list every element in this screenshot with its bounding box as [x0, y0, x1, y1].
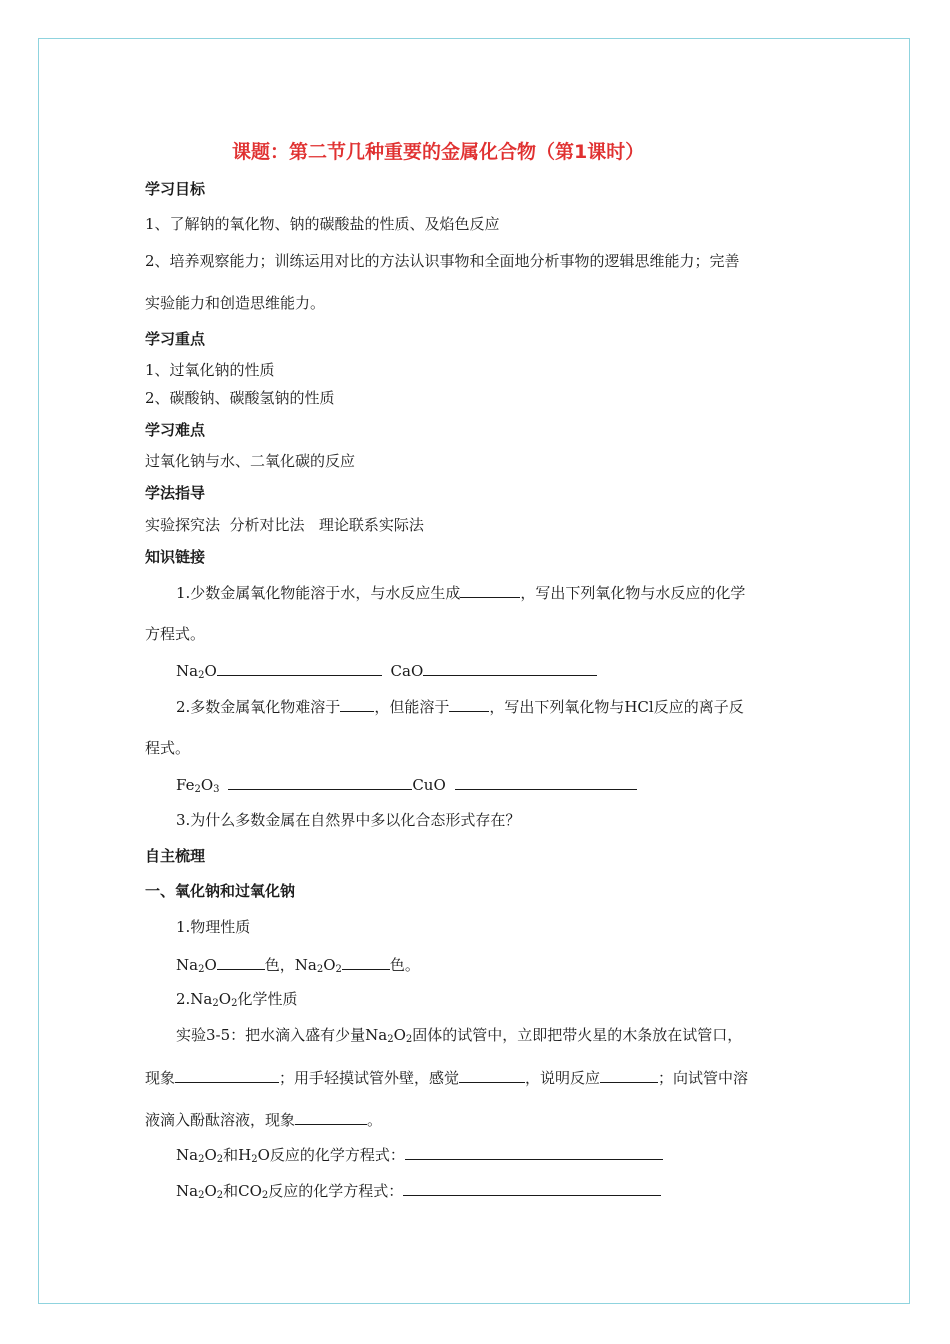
- subscript: 2: [198, 1154, 205, 1165]
- and-co-text: 和CO: [223, 1182, 262, 1200]
- subscript: 2: [261, 1190, 269, 1201]
- formula-cao: CaO: [390, 662, 424, 680]
- answer-blank[interactable]: [459, 1068, 525, 1083]
- formula-o: O: [204, 1146, 217, 1164]
- na2o-cao-line: [176, 661, 597, 685]
- experiment-text-end: 固体的试管中，立即把带火星的木条放在试管口，: [412, 1026, 743, 1044]
- experiment-line-b: [145, 1068, 748, 1087]
- tube-text: ；向试管中溶: [658, 1069, 749, 1087]
- experiment-text: 实验3-5：把水滴入盛有少量Na: [176, 1026, 388, 1044]
- difficulty-heading: 学习难点: [145, 421, 206, 439]
- q2a-text-mid: ，但能溶于: [374, 698, 450, 716]
- answer-blank[interactable]: [342, 955, 390, 970]
- chem-heading-text-end: 化学性质: [237, 990, 298, 1008]
- formula-na: Na: [176, 956, 199, 974]
- question-2a: [176, 697, 744, 716]
- formula-o: O: [218, 990, 232, 1008]
- experiment-line-c: [145, 1110, 382, 1129]
- subscript: 2: [198, 670, 205, 681]
- page-title: 课题：第二节几种重要的金属化合物（第1课时）: [232, 141, 645, 163]
- answer-blank[interactable]: [217, 661, 382, 676]
- phenol-text: 液滴入酚酞溶液，现象: [145, 1111, 296, 1129]
- subscript: 2: [405, 1034, 413, 1045]
- formula-cuo: CuO: [412, 776, 446, 794]
- answer-blank[interactable]: [295, 1110, 367, 1125]
- phys-line: [176, 955, 420, 979]
- answer-blank[interactable]: [403, 1181, 661, 1196]
- equation-label: 反应的化学方程式：: [269, 1146, 405, 1164]
- question-2b: 程式。: [145, 739, 191, 757]
- formula-o: O: [200, 776, 214, 794]
- self-heading: 自主梳理: [145, 847, 206, 865]
- phenomenon-label: 现象: [145, 1069, 176, 1087]
- formula-o: O: [323, 956, 336, 974]
- formula-fe: Fe: [176, 776, 195, 794]
- formula-o: O: [204, 1182, 217, 1200]
- goal-1: 1、了解钠的氧化物、钠的碳酸盐的性质、及焰色反应: [145, 215, 500, 233]
- difficulty-1: 过氧化钠与水、二氧化碳的反应: [145, 452, 356, 470]
- answer-blank[interactable]: [449, 697, 489, 712]
- formula-na: Na: [176, 1146, 199, 1164]
- goals-heading: 学习目标: [145, 180, 206, 198]
- phys-heading: 1.物理性质: [176, 918, 251, 936]
- subscript: 2: [231, 998, 238, 1009]
- formula-o: O: [257, 1146, 270, 1164]
- answer-blank[interactable]: [217, 955, 265, 970]
- method-heading: 学法指导: [145, 484, 206, 502]
- equation-1: [176, 1145, 663, 1169]
- subscript: 2: [194, 784, 201, 795]
- part1-heading: 一、氧化钠和过氧化钠: [145, 882, 296, 900]
- subscript: 2: [212, 998, 219, 1009]
- equation-label: 反应的化学方程式：: [268, 1182, 404, 1200]
- question-3: 3.为什么多数金属在自然界中多以化合态形式存在？: [176, 811, 521, 829]
- formula-na: Na: [176, 662, 199, 680]
- formula-na: Na: [176, 1182, 199, 1200]
- goal-2b: 实验能力和创造思维能力。: [145, 294, 326, 312]
- subscript: 3: [213, 784, 220, 795]
- and-h-text: 和H: [223, 1146, 252, 1164]
- link-heading: 知识链接: [145, 548, 206, 566]
- q2a-text: 2.多数金属氧化物难溶于: [176, 698, 341, 716]
- key-2: 2、碳酸钠、碳酸氢钠的性质: [145, 389, 335, 407]
- experiment-line-a: [176, 1026, 742, 1049]
- subscript: 2: [335, 964, 342, 975]
- answer-blank[interactable]: [423, 661, 597, 676]
- key-1: 1、过氧化钠的性质: [145, 361, 275, 379]
- answer-blank[interactable]: [460, 583, 520, 598]
- fe2o3-cuo-line: [176, 775, 637, 799]
- subscript: 2: [387, 1034, 394, 1045]
- feel-text: ；用手轻摸试管外壁，感觉: [279, 1069, 460, 1087]
- period: 。: [367, 1111, 383, 1129]
- subscript: 2: [216, 1154, 224, 1165]
- equation-2: [176, 1181, 661, 1205]
- question-1a: [176, 583, 745, 602]
- subscript: 2: [198, 964, 205, 975]
- key-heading: 学习重点: [145, 330, 206, 348]
- subscript: 2: [251, 1154, 258, 1165]
- color-text: 色，: [264, 956, 295, 974]
- color-text: 色。: [389, 956, 420, 974]
- formula-o: O: [204, 956, 217, 974]
- answer-blank[interactable]: [600, 1068, 658, 1083]
- answer-blank[interactable]: [175, 1068, 279, 1083]
- goal-2a: 2、培养观察能力；训练运用对比的方法认识事物和全面地分析事物的逻辑思维能力；完善: [145, 252, 740, 270]
- answer-blank[interactable]: [340, 697, 374, 712]
- q1a-text-end: ，写出下列氧化物与水反应的化学: [520, 584, 746, 602]
- chem-heading-text: 2.Na: [176, 990, 213, 1008]
- subscript: 2: [216, 1190, 224, 1201]
- method-1: 实验探究法 分析对比法 理论联系实际法: [145, 516, 424, 534]
- answer-blank[interactable]: [228, 775, 412, 790]
- answer-blank[interactable]: [405, 1145, 663, 1160]
- formula-o: O: [204, 662, 217, 680]
- formula-na: Na: [294, 956, 317, 974]
- answer-blank[interactable]: [455, 775, 637, 790]
- question-1b: 方程式。: [145, 625, 206, 643]
- subscript: 2: [198, 1190, 205, 1201]
- chem-heading: [176, 990, 297, 1013]
- q2a-text-end: ，写出下列氧化物与HCl反应的离子反: [489, 698, 744, 716]
- subscript: 2: [316, 964, 324, 975]
- reaction-text: ，说明反应: [525, 1069, 601, 1087]
- formula-o: O: [393, 1026, 406, 1044]
- q1a-text: 1.少数金属氧化物能溶于水，与水反应生成: [176, 584, 461, 602]
